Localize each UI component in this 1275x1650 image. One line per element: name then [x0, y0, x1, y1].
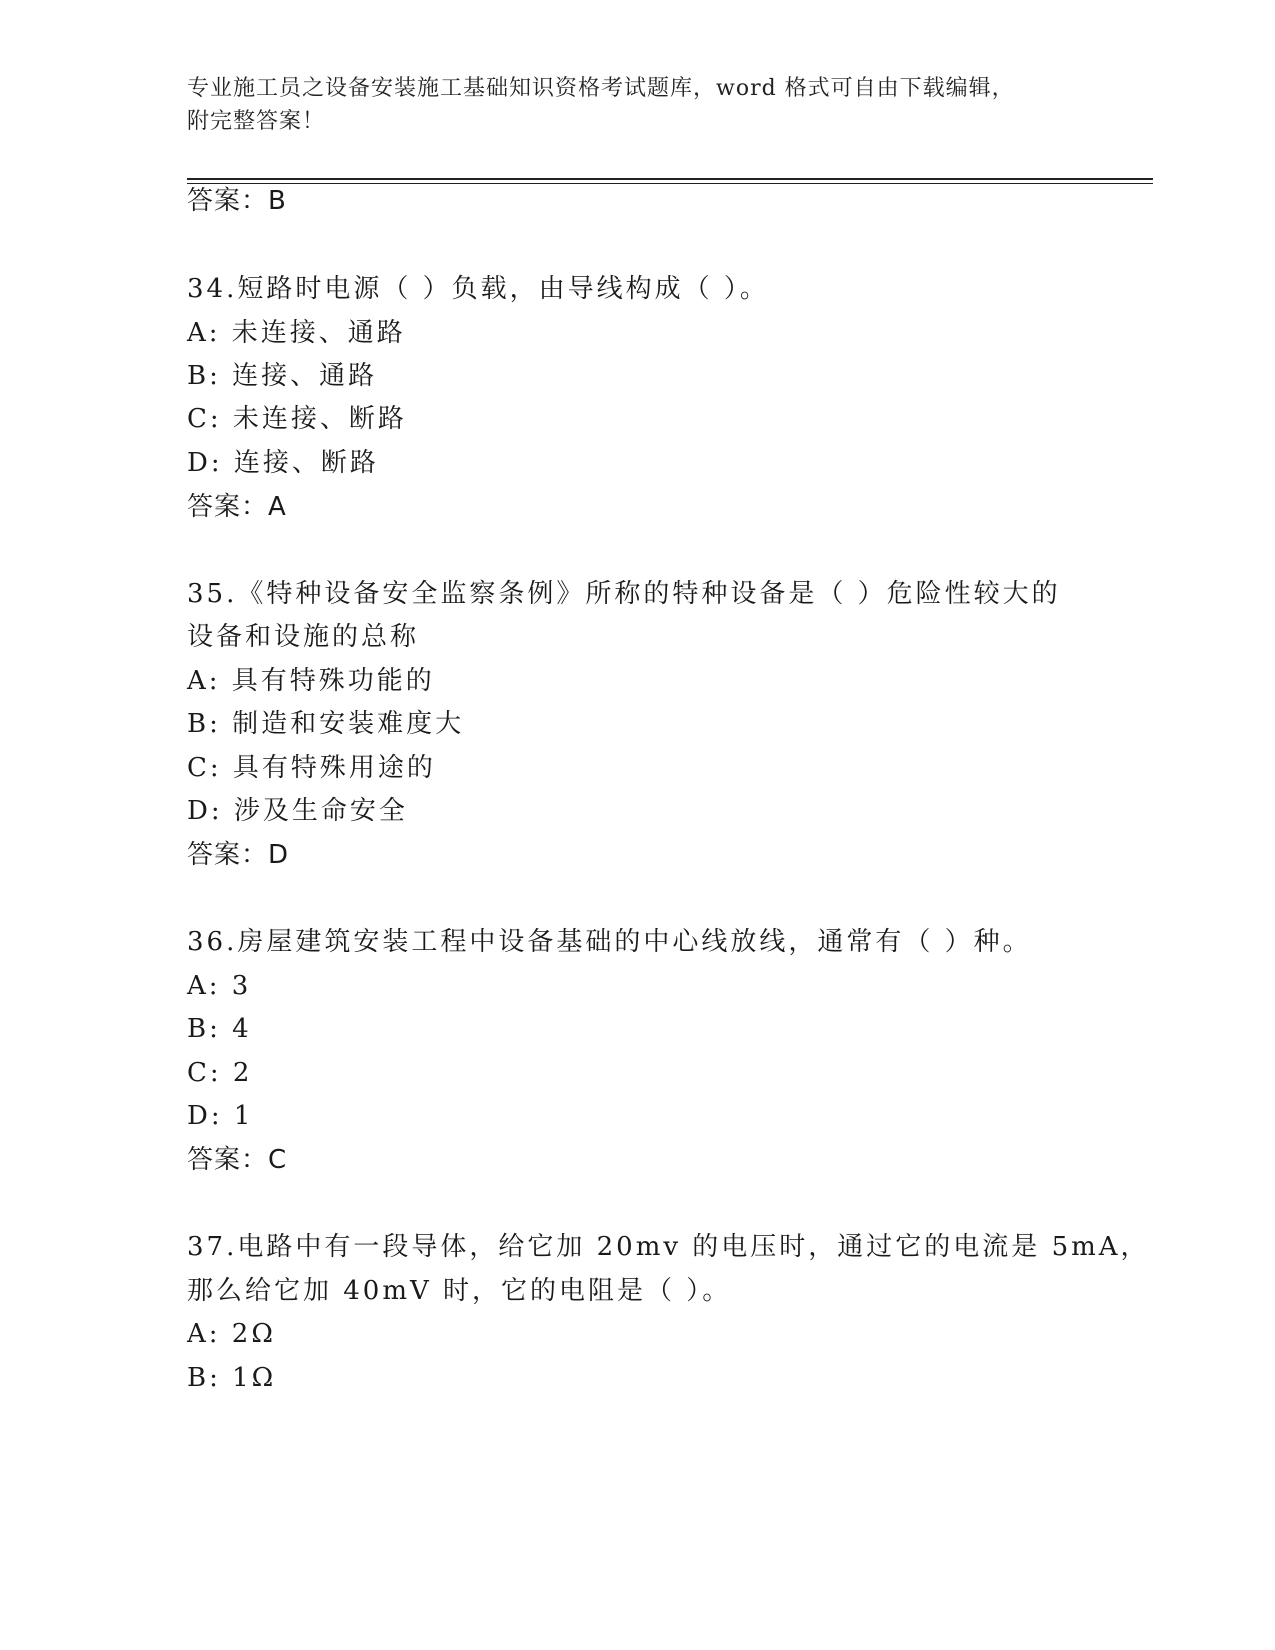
- question-36-option-b: B: 4: [187, 1014, 252, 1044]
- question-35-option-b: B: 制造和安装难度大: [187, 709, 465, 739]
- header-divider-thin: [187, 183, 1153, 184]
- question-34-answer: 答案：A: [187, 492, 287, 522]
- document-header: [187, 72, 1087, 138]
- question-37-stem-line-2: 那么给它加 40mV 时，它的电阻是（ ）。: [187, 1276, 732, 1306]
- question-36-option-c: C: 2: [187, 1058, 253, 1088]
- header-divider-thick: [187, 178, 1153, 180]
- header-line-1: 专业施工员之设备安装施工基础知识资格考试题库，word 格式可自由下载编辑，: [187, 76, 1015, 101]
- question-35-answer: 答案：D: [187, 840, 290, 870]
- question-37-stem-line-1: 37.电路中有一段导体，给它加 20mv 的电压时，通过它的电流是 5mA，: [187, 1232, 1150, 1262]
- question-36-option-a: A: 3: [187, 971, 252, 1001]
- answer-previous: 答案：B: [187, 186, 287, 216]
- question-34-option-b: B: 连接、通路: [187, 361, 378, 391]
- question-34-option-d: D: 连接、断路: [187, 448, 379, 478]
- question-37-option-b: B: 1Ω: [187, 1363, 277, 1393]
- question-35-stem-line-2: 设备和设施的总称: [187, 622, 420, 652]
- question-34-option-a: A: 未连接、通路: [187, 318, 406, 348]
- question-36-answer: 答案：C: [187, 1145, 288, 1175]
- question-34-option-c: C: 未连接、断路: [187, 404, 407, 434]
- header-line-2: 附完整答案！: [187, 109, 326, 134]
- question-36-option-d: D: 1: [187, 1101, 254, 1131]
- question-37-option-a: A: 2Ω: [187, 1319, 276, 1349]
- question-34-stem: 34.短路时电源（ ）负载，由导线构成（ ）。: [187, 274, 769, 304]
- question-35-option-a: A: 具有特殊功能的: [187, 666, 435, 696]
- question-36-stem: 36.房屋建筑安装工程中设备基础的中心线放线，通常有（ ）种。: [187, 927, 1032, 957]
- question-35-option-c: C: 具有特殊用途的: [187, 753, 436, 783]
- question-35-stem-line-1: 35.《特种设备安全监察条例》所称的特种设备是（ ）危险性较大的: [187, 579, 1061, 609]
- question-35-option-d: D: 涉及生命安全: [187, 796, 408, 826]
